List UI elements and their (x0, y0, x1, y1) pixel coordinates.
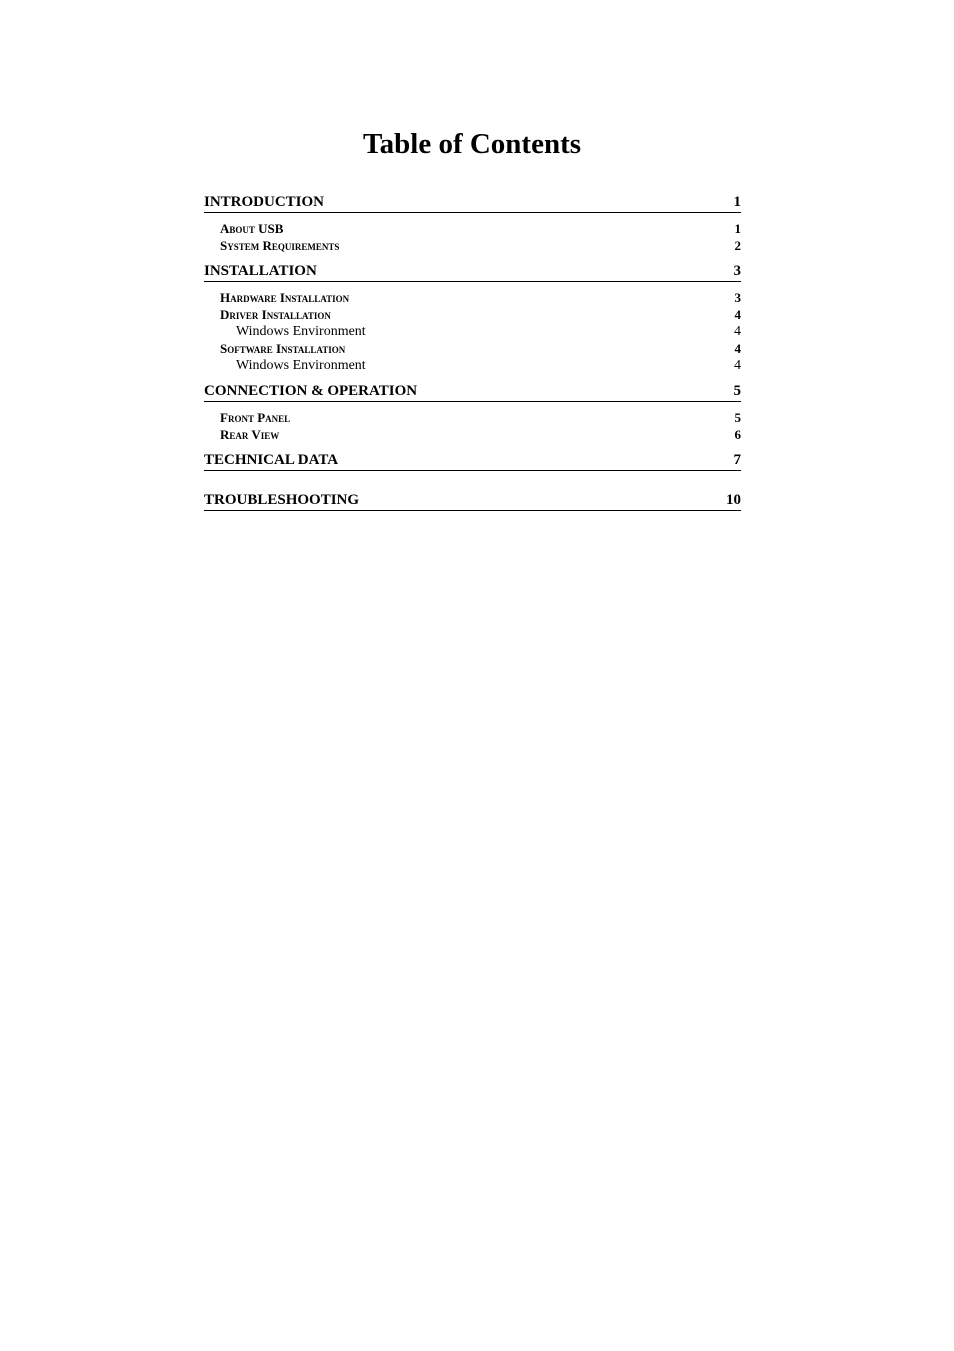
toc-entry-page: 4 (734, 324, 741, 339)
page-title: Table of Contents (362, 128, 582, 160)
toc-heading-page: 7 (733, 452, 741, 468)
toc-entry-page: 4 (734, 307, 741, 322)
toc-entry-hardware-installation[interactable] (204, 289, 741, 306)
toc-entry-page: 4 (734, 358, 741, 373)
toc-entry-title: Rear View (220, 427, 280, 442)
toc-entry-title: About USB (220, 221, 284, 236)
toc-entry-title: Driver Installation (220, 307, 331, 322)
toc-entry-title: Hardware Installation (220, 290, 350, 305)
toc-heading-title: INTRODUCTION (204, 194, 325, 210)
toc-heading-installation[interactable] (204, 262, 741, 282)
toc-heading-title: CONNECTION & OPERATION (204, 383, 418, 399)
toc-entry-page: 1 (734, 221, 741, 236)
toc-entry-title: Software Installation (220, 341, 346, 356)
toc-entry-software-installation[interactable] (204, 340, 741, 357)
toc-heading-page: 1 (733, 194, 741, 210)
toc-heading-connection[interactable] (204, 382, 741, 402)
table-of-contents (204, 193, 741, 511)
toc-entry-page: 2 (734, 238, 741, 253)
toc-entry-page: 3 (734, 290, 741, 305)
toc-heading-page: 5 (733, 383, 741, 399)
toc-section-introduction (204, 193, 741, 262)
toc-entry-about-usb[interactable] (204, 220, 741, 237)
toc-heading-troubleshooting[interactable] (204, 491, 741, 511)
toc-entry-title: Front Panel (220, 410, 291, 425)
toc-heading-technical-data[interactable] (204, 451, 741, 471)
toc-entry-page: 5 (734, 410, 741, 425)
toc-entry-system-requirements[interactable] (204, 237, 741, 254)
toc-entry-title: Windows Environment (236, 358, 366, 373)
toc-section-technical-data (204, 451, 741, 491)
toc-heading-title: TROUBLESHOOTING (204, 492, 360, 508)
toc-entry-driver-installation[interactable] (204, 306, 741, 323)
toc-entry-rear-view[interactable] (204, 426, 741, 443)
toc-heading-introduction[interactable] (204, 193, 741, 213)
toc-section-troubleshooting (204, 491, 741, 511)
toc-section-connection (204, 382, 741, 451)
toc-entry-page: 6 (734, 427, 741, 442)
toc-entry-driver-windows-environment[interactable] (204, 323, 741, 340)
toc-entry-title: System Requirements (220, 238, 340, 253)
toc-heading-page: 10 (726, 492, 741, 508)
toc-heading-title: INSTALLATION (204, 263, 317, 279)
toc-heading-page: 3 (733, 263, 741, 279)
toc-section-installation (204, 262, 741, 382)
toc-entry-page: 4 (734, 341, 741, 356)
toc-entry-software-windows-environment[interactable] (204, 357, 741, 374)
toc-entry-front-panel[interactable] (204, 409, 741, 426)
toc-heading-title: TECHNICAL DATA (204, 452, 339, 468)
toc-entry-title: Windows Environment (236, 324, 366, 339)
